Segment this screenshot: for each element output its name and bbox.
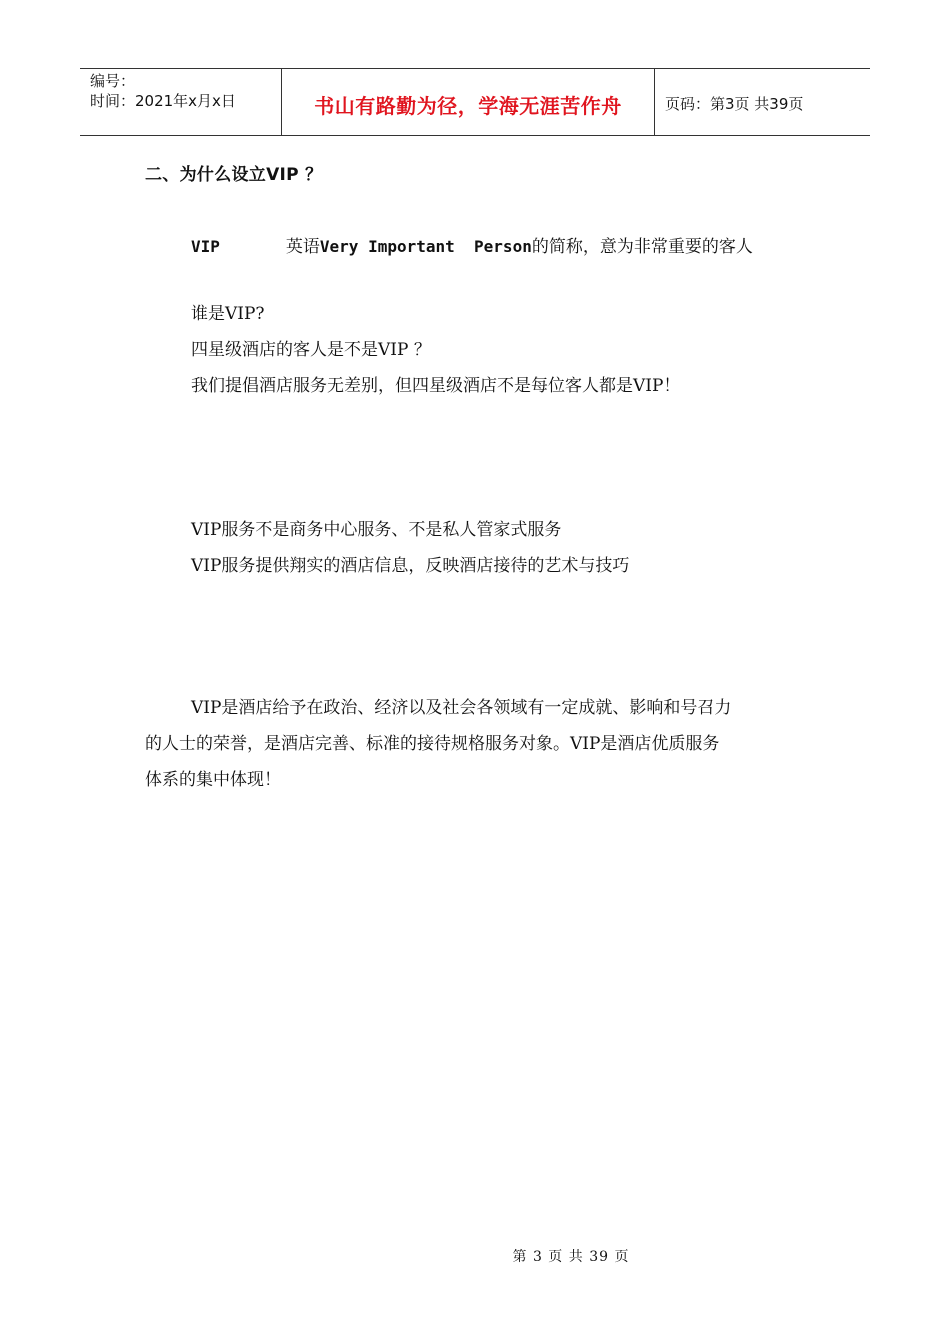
service-note-line: VIP服务提供翔实的酒店信息，反映酒店接待的艺术与技巧 [191, 556, 630, 576]
header-page-info: 页码：第3页 共39页 [665, 94, 804, 113]
header-page-info-cell [655, 69, 870, 135]
document-header [80, 68, 870, 136]
question-line: 四星级酒店的客人是不是VIP ？ [191, 340, 431, 360]
vip-definition [191, 232, 753, 257]
vip-english-phrase: Very Important Person [319, 237, 532, 256]
header-motto-cell [282, 69, 655, 135]
header-motto: 书山有路勤为径，学海无涯苦作舟 [314, 93, 622, 118]
service-note-line: VIP服务不是商务中心服务、不是私人管家式服务 [191, 520, 562, 540]
summary-line: 体系的集中体现！ [145, 770, 281, 790]
vip-term: VIP [191, 237, 220, 256]
document-number-label: 编号： [90, 72, 136, 90]
vip-definition-prefix: 英语 [285, 237, 320, 257]
question-line: 谁是VIP? [191, 304, 265, 324]
section-heading: 二、为什么设立VIP ？ [145, 165, 323, 185]
summary-line: 的人士的荣誉，是酒店完善、标准的接待规格服务对象。VIP是酒店优质服务 [145, 734, 720, 754]
questions-block [191, 296, 680, 404]
document-date: 时间：2021年x月x日 [90, 92, 236, 110]
service-notes-block [191, 512, 629, 584]
page-footer: 第 3 页 共 39 页 [512, 1249, 630, 1265]
header-meta [80, 69, 282, 135]
vip-definition-suffix: 的简称，意为非常重要的客人 [531, 237, 753, 257]
summary-line: VIP是酒店给予在政治、经济以及社会各领域有一定成就、影响和号召力 [191, 698, 732, 718]
question-line: 我们提倡酒店服务无差别，但四星级酒店不是每位客人都是VIP！ [191, 376, 681, 396]
summary-paragraph [145, 690, 805, 798]
